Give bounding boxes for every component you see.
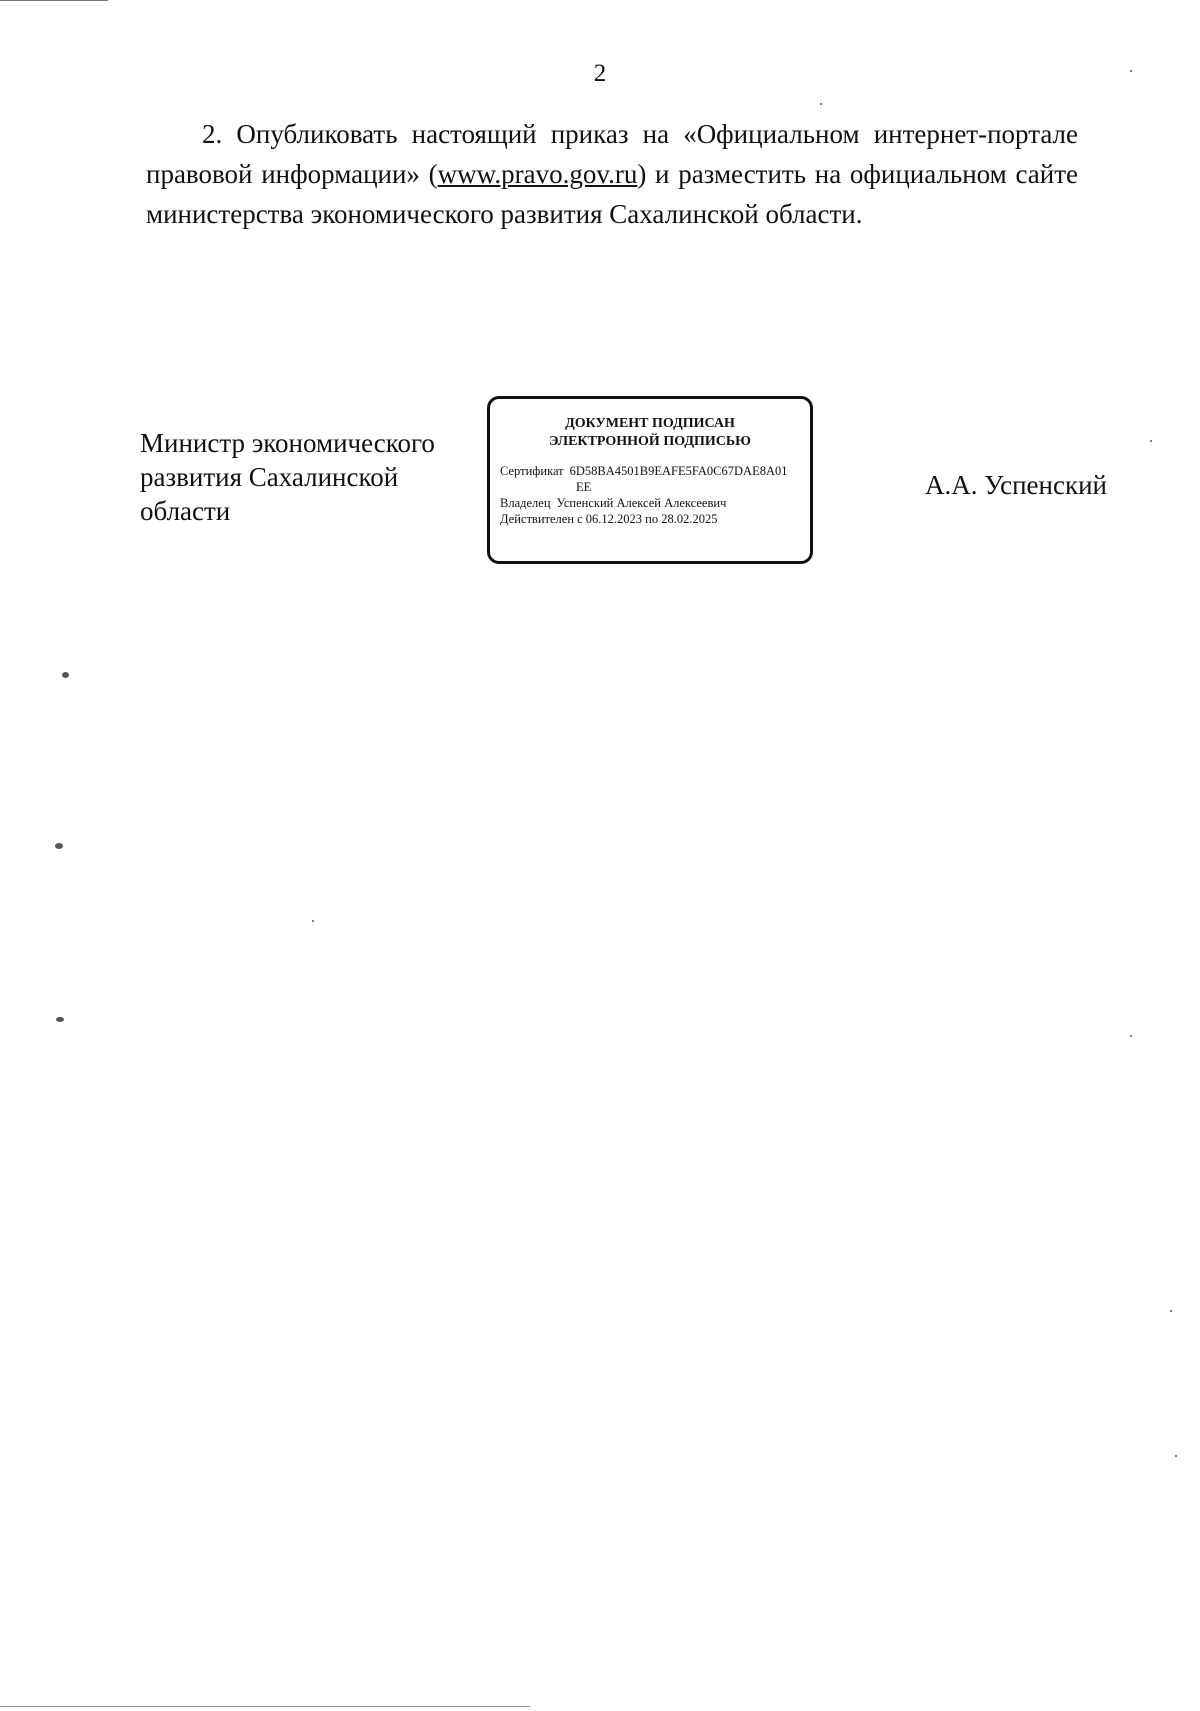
- signer-position: [140, 426, 470, 528]
- order-paragraph: [146, 114, 1078, 234]
- stamp-heading: [500, 415, 800, 451]
- scan-speck: [1170, 1310, 1172, 1312]
- scan-speck: [1130, 70, 1132, 72]
- stamp-owner: [500, 495, 800, 511]
- page-number: 2: [593, 60, 607, 87]
- signer-position-line: развития Сахалинской: [140, 462, 399, 492]
- paragraph-suffix: ) и разместить на официальном сайте министерства экономического развития Сахалинской области.: [146, 159, 1078, 229]
- stamp-certificate: [500, 463, 800, 479]
- pravo-gov-link[interactable]: www.pravo.gov.ru: [437, 159, 638, 189]
- scan-speck: [1130, 1035, 1132, 1037]
- signer-position-line: Министр экономического: [140, 428, 435, 458]
- owner-label: Владелец: [500, 496, 551, 510]
- scan-speck: [55, 843, 63, 849]
- bottom-scan-rule: [0, 1706, 530, 1707]
- signer-name: А.А. Успенский: [925, 470, 1107, 500]
- certificate-value: 6D58BA4501B9EAFE5FA0C67DAE8A01: [569, 464, 788, 478]
- scan-speck: [820, 103, 822, 105]
- certificate-value-continuation: EE: [576, 480, 592, 494]
- top-scan-rule: [0, 0, 108, 1]
- owner-value: Успенский Алексей Алексеевич: [556, 496, 727, 510]
- paragraph-prefix: 2. Опубликовать настоящий приказ на «Официальном интернет-портале правовой информации» (: [146, 119, 1078, 189]
- stamp-heading-line: ДОКУМЕНТ ПОДПИСАН: [565, 416, 735, 431]
- scan-speck: [1175, 1455, 1177, 1457]
- scan-speck: [62, 672, 69, 678]
- scan-speck: [1150, 440, 1152, 442]
- certificate-label: Сертификат: [500, 464, 564, 478]
- electronic-signature-stamp: [487, 396, 813, 564]
- scan-speck: [312, 920, 314, 922]
- stamp-validity: Действителен с 06.12.2023 по 28.02.2025: [500, 512, 718, 526]
- scan-speck: [56, 1017, 64, 1022]
- signer-position-line: области: [140, 496, 231, 526]
- stamp-heading-line: ЭЛЕКТРОННОЙ ПОДПИСЬЮ: [549, 434, 751, 449]
